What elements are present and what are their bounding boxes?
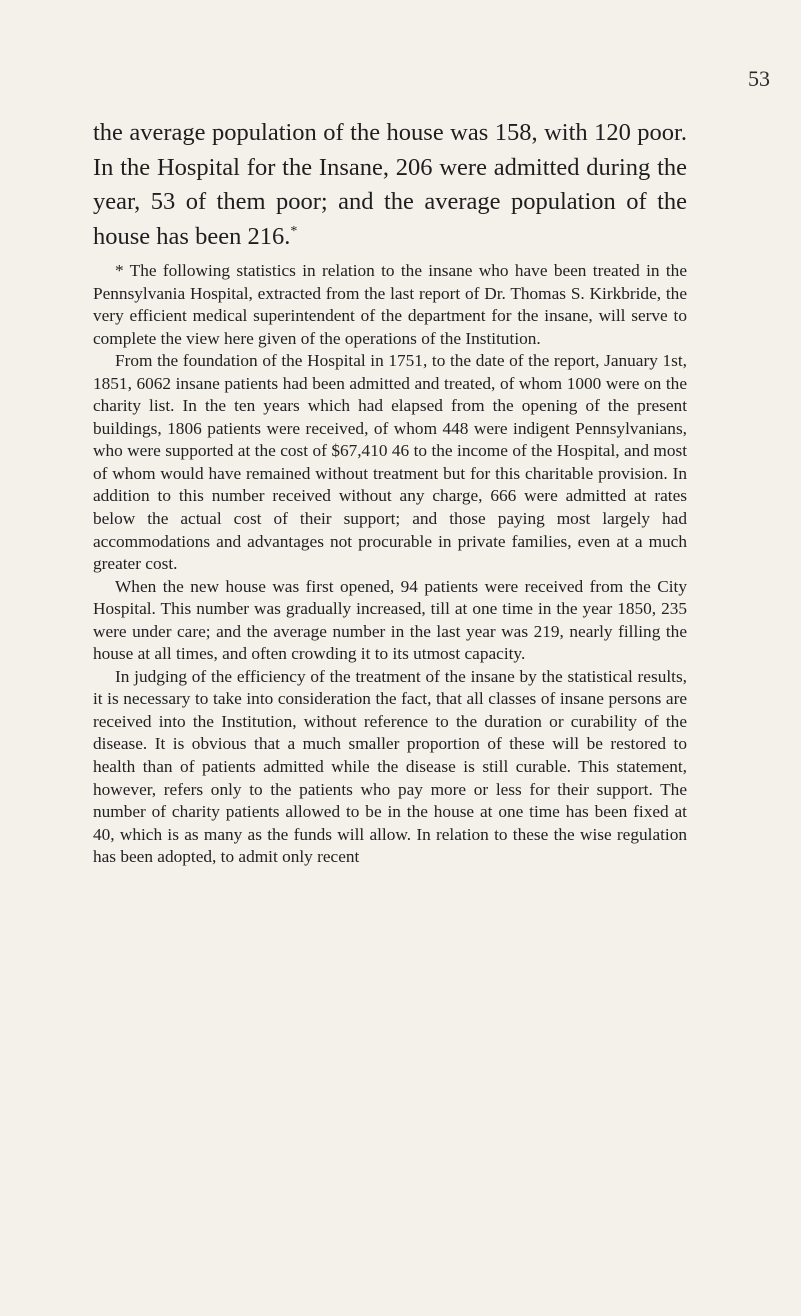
main-paragraph-text: the average population of the house was 158, with 120 poor. In the Hospital for the Insane, 206 were admitted during the year, 53 of them poor; and the average population of the house has been 216. — [93, 119, 687, 250]
footnote-paragraph-4: In judging of the efficiency of the treatment of the insane by the statistical results, it is necessary to take into consideration the fact, that all classes of insane persons are received into the Institution, without reference to the duration or curability of the disease. It is obvious that a much smaller proportion of these will be restored to health than of patients admitted while the disease is still curable. This statement, however, refers only to the patients who pay more or less for their support. The number of charity patients allowed to be in the house at one time has been fixed at 40, which is as many as the funds will allow. In relation to these the wise regulation has been adopted, to admit only recent — [93, 666, 687, 867]
page-number: 53 — [748, 66, 770, 91]
footnote-paragraph-2: From the foundation of the Hospital in 1751, to the date of the report, January 1st, 1851, 6062 insane patients had been admitted and treated, of whom 1000 were on the charity list. In the ten years which had elapsed from the opening of the present buildings, 1806 patients were received, of whom 448 were indigent Pennsylvanians, who were supported at the cost of $67,410 46 to the income of the Hospital, and most of whom would have remained without treatment but for this charitable provision. In addition to this number received without any charge, 666 were admitted at rates below the actual cost of their support; and those paying most largely had accommodations and advantages not procurable in private families, even at a much greater cost. — [93, 351, 687, 574]
footnote — [93, 260, 687, 869]
main-paragraph — [93, 116, 687, 254]
footnote-paragraph-3: When the new house was first opened, 94 patients were received from the City Hospital. This number was gradually increased, till at one time in the year 1850, 235 were under care; and the average number in the last year was 219, nearly filling the house at all times, and often crowding it to its utmost capacity. — [93, 576, 687, 664]
footnote-reference-marker: * — [290, 223, 298, 239]
footnote-paragraph-1: * The following statistics in relation to the insane who have been treated in the Pennsylvania Hospital, extracted from the last report of Dr. Thomas S. Kirkbride, the very efficient medical superintendent of the department for the insane, will serve to complete the view here given of the operations of the Institution. — [93, 261, 687, 348]
